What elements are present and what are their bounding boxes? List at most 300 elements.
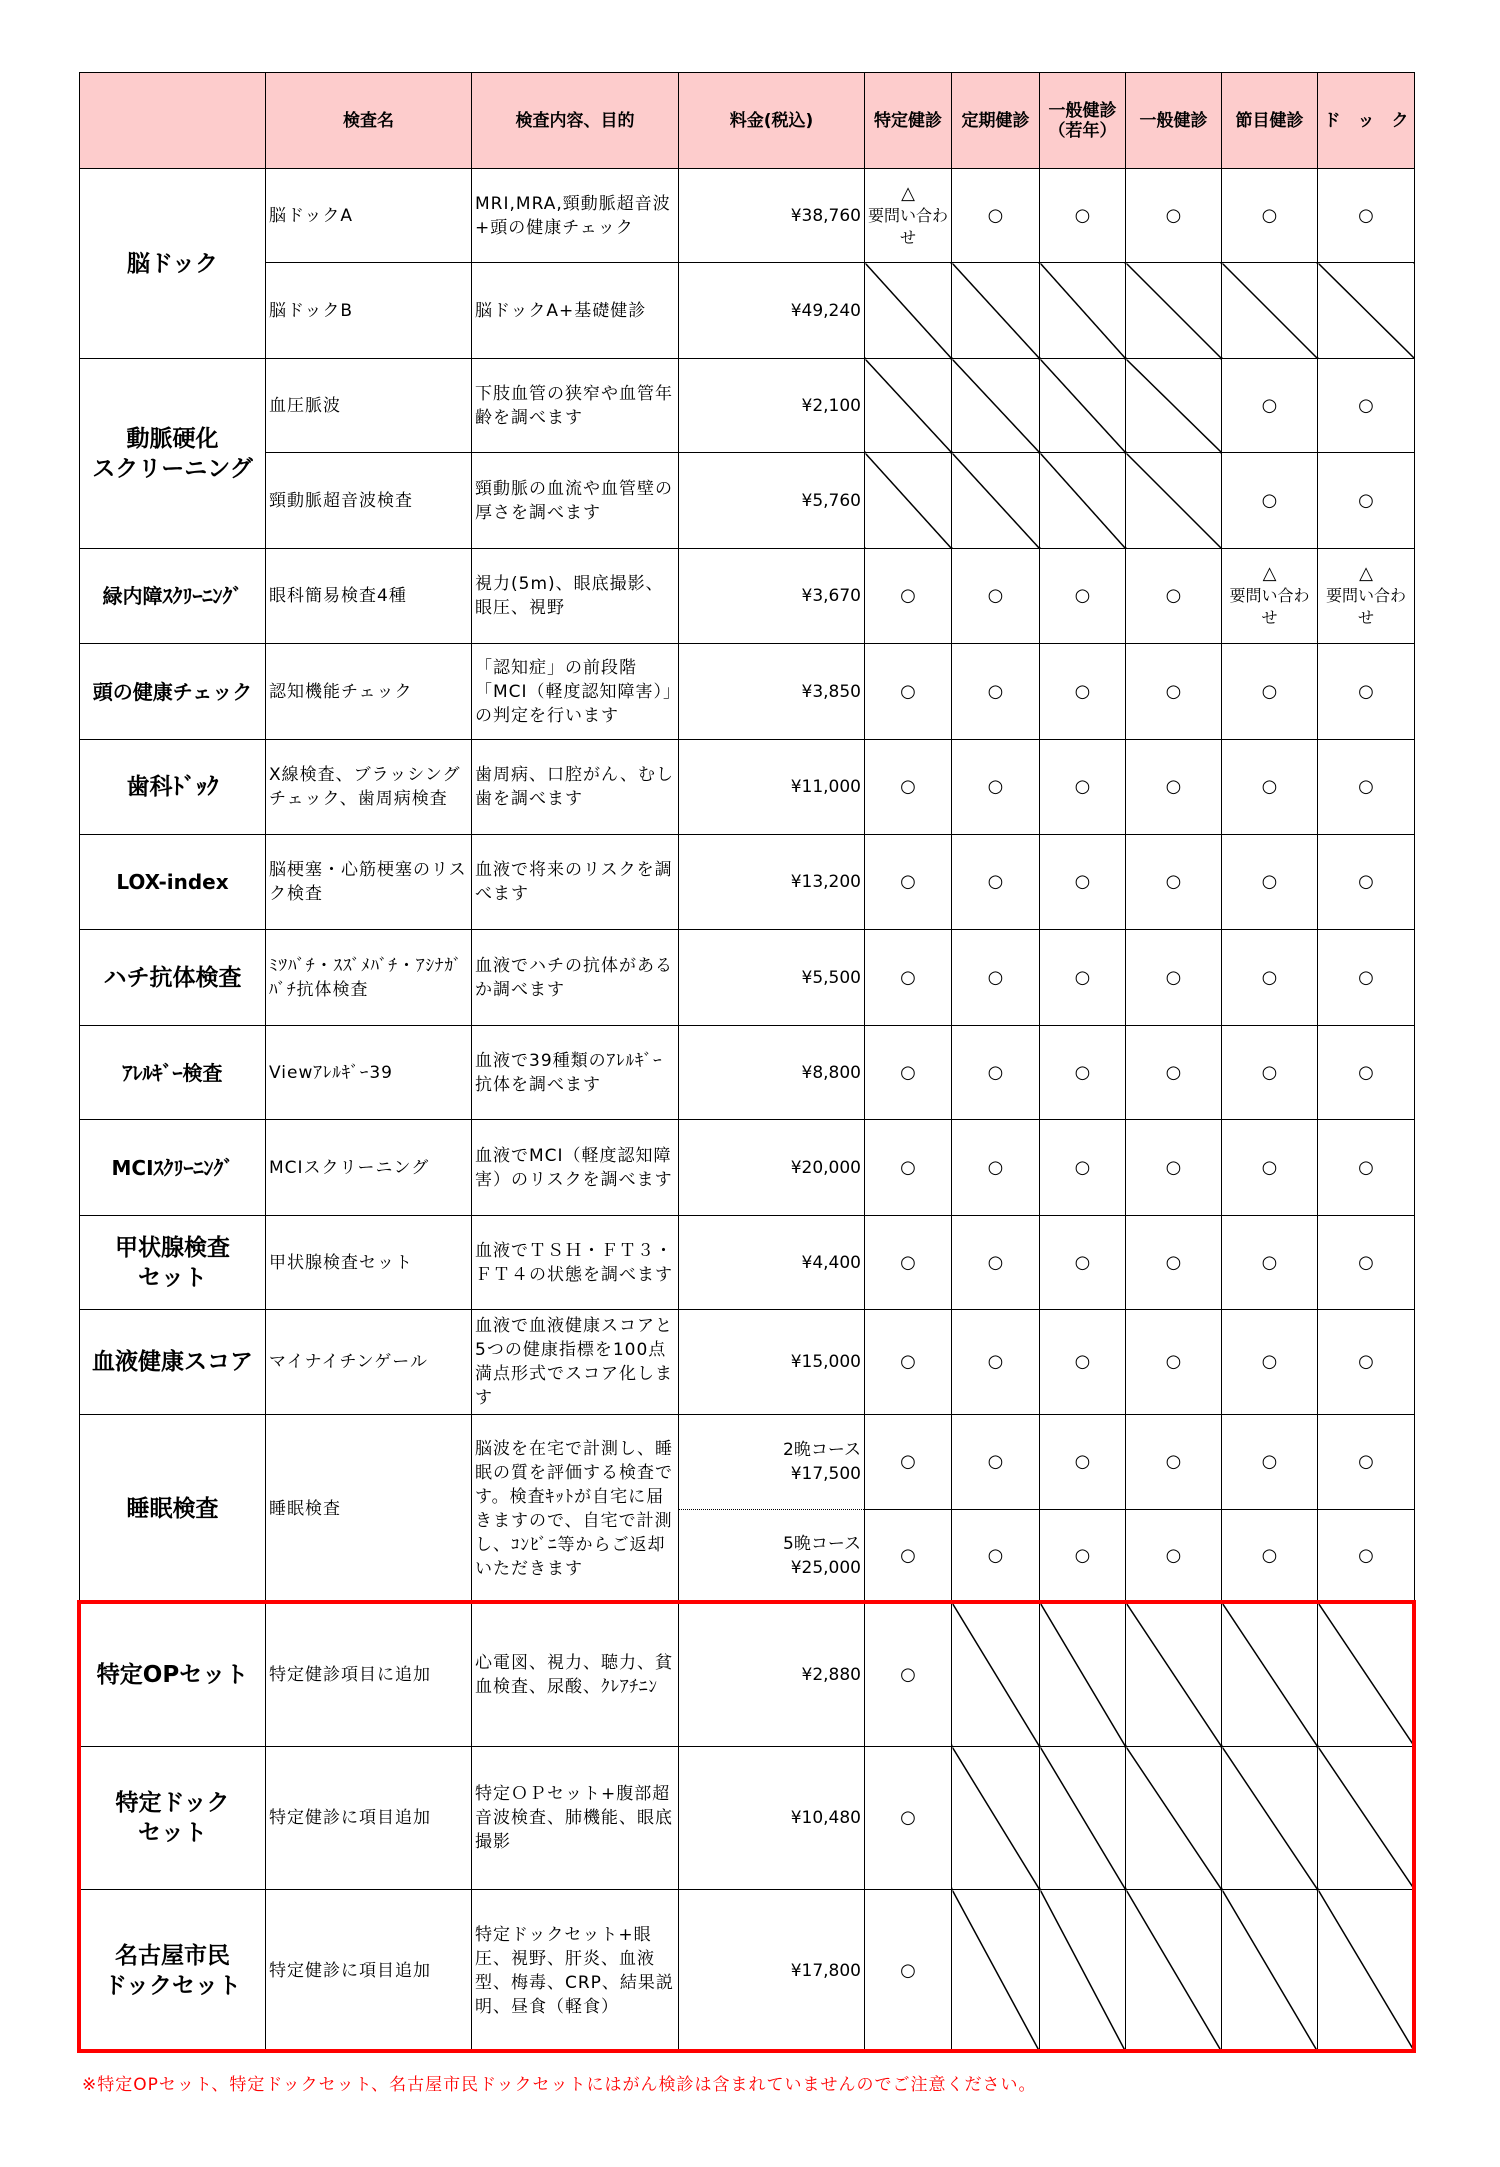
availability-cell: [1318, 1026, 1415, 1120]
not-applicable-cell: [952, 1747, 1040, 1890]
availability-cell: [865, 1216, 952, 1310]
not-applicable-cell: [1126, 1890, 1222, 2052]
availability-cell: [1222, 453, 1318, 549]
availability-cell: [952, 740, 1040, 835]
availability-cell: [1040, 1026, 1126, 1120]
course-label: 5晩コース: [783, 1534, 861, 1554]
table-row: [80, 1120, 1415, 1216]
availability-cell: [1040, 169, 1126, 263]
availability-cell: [1126, 930, 1222, 1026]
availability-cell: [1040, 549, 1126, 644]
availability-cell: [865, 930, 952, 1026]
available-mark: ○: [900, 1156, 916, 1178]
price-cell: [679, 169, 865, 263]
table-body: [80, 169, 1415, 2052]
price-value: ¥10,480: [790, 1808, 861, 1828]
exam-description-cell: 血液でハチの抗体があるか調べます: [472, 930, 679, 1026]
availability-cell: [952, 1510, 1040, 1603]
price-cell: [679, 644, 865, 740]
availability-cell: [1318, 549, 1415, 644]
availability-cell: [952, 169, 1040, 263]
available-mark: ○: [900, 1545, 916, 1566]
category-cell: 特定OPセット: [80, 1603, 266, 1747]
price-value: ¥2,100: [801, 395, 861, 416]
not-applicable-cell: [952, 263, 1040, 359]
price-cell: [679, 1415, 865, 1510]
availability-cell: [1126, 740, 1222, 835]
available-mark: ○: [987, 1251, 1004, 1273]
available-mark: ○: [1074, 966, 1091, 988]
not-applicable-cell: [1222, 1603, 1318, 1747]
availability-cell: [1318, 1216, 1415, 1310]
available-mark: ○: [1165, 1156, 1182, 1178]
available-mark: ○: [900, 1663, 916, 1685]
price-value: ¥8,800: [801, 1062, 861, 1083]
exam-name-cell: ﾐﾂﾊﾞﾁ・ｽｽﾞﾒﾊﾞﾁ・ｱｼﾅｶﾞﾊﾞﾁ抗体検査: [266, 930, 472, 1026]
available-mark: ○: [1358, 1251, 1374, 1273]
exam-description-cell: 特定ドックセット+眼圧、視野、肝炎、血液型、梅毒、CRP、結果説明、昼食（軽食）: [472, 1890, 679, 2052]
available-mark: ○: [1358, 776, 1374, 797]
availability-cell: [1126, 1026, 1222, 1120]
availability-cell: [952, 1216, 1040, 1310]
availability-cell: [1318, 453, 1415, 549]
table-row: [80, 1890, 1415, 2052]
available-mark: ○: [1358, 1061, 1374, 1083]
availability-cell: [1126, 1510, 1222, 1603]
available-mark: ○: [987, 871, 1004, 892]
category-cell: 特定ドック セット: [80, 1747, 266, 1890]
availability-cell: [1318, 835, 1415, 930]
inquiry-note: 要問い合わせ: [868, 205, 949, 247]
not-applicable-cell: [1040, 1747, 1126, 1890]
category-cell: 緑内障ｽｸﾘｰﾆﾝｸﾞ: [80, 549, 266, 644]
available-mark: ○: [1074, 776, 1091, 797]
available-mark: ○: [1261, 680, 1278, 702]
available-mark: ○: [1358, 394, 1374, 416]
available-mark: ○: [1074, 204, 1091, 226]
available-mark: ○: [1358, 966, 1374, 988]
not-applicable-cell: [952, 453, 1040, 549]
price-cell: [679, 740, 865, 835]
available-mark: ○: [1261, 394, 1278, 416]
availability-cell: [1126, 1120, 1222, 1216]
availability-cell: [865, 1510, 952, 1603]
price-cell: [679, 930, 865, 1026]
available-mark: ○: [1261, 966, 1278, 988]
available-mark: ○: [1358, 1451, 1374, 1472]
available-mark: ○: [1074, 1545, 1091, 1566]
availability-cell: [1222, 740, 1318, 835]
availability-cell: [1222, 359, 1318, 453]
category-cell: 甲状腺検査 セット: [80, 1216, 266, 1310]
availability-cell: [952, 1310, 1040, 1415]
exam-description-cell: 視力(5m)、眼底撮影、眼圧、視野: [472, 549, 679, 644]
exam-description-cell: 血液でＴＳＨ・ＦＴ３・ＦＴ４の状態を調べます: [472, 1216, 679, 1310]
category-cell: 名古屋市民 ドックセット: [80, 1890, 266, 2052]
price-value: ¥5,760: [801, 490, 861, 511]
available-mark: ○: [900, 871, 916, 892]
availability-cell: [865, 549, 952, 644]
not-applicable-cell: [865, 453, 952, 549]
price-value: ¥2,880: [801, 1664, 861, 1685]
availability-cell: [865, 740, 952, 835]
available-mark: ○: [900, 1959, 916, 1981]
exam-description-cell: 脳波を在宅で計測し、睡眠の質を評価する検査です。検査ｷｯﾄが自宅に届きますので、自宅で計測し、ｺﾝﾋﾞﾆ等からご返却いただきます: [472, 1415, 679, 1603]
category-cell: ｱﾚﾙｷﾞｰ検査: [80, 1026, 266, 1120]
inquiry-note: 要問い合わせ: [1325, 586, 1406, 627]
available-mark: ○: [1165, 1251, 1182, 1273]
availability-cell: [865, 1747, 952, 1890]
price-value: ¥20,000: [790, 1157, 861, 1178]
available-mark: ○: [1074, 1251, 1091, 1273]
price-cell: [679, 1310, 865, 1415]
available-mark: ○: [1074, 1061, 1091, 1083]
availability-cell: [952, 1120, 1040, 1216]
price-cell: [679, 453, 865, 549]
exam-description-cell: 下肢血管の狭窄や血管年齢を調べます: [472, 359, 679, 453]
table-row: [80, 1216, 1415, 1310]
price-table-container: [79, 72, 1414, 2052]
exam-price-table: [79, 72, 1415, 2052]
exam-name-cell: 特定健診項目に追加: [266, 1603, 472, 1747]
price-cell: [679, 549, 865, 644]
available-mark: ○: [987, 1451, 1004, 1472]
exam-name-cell: 脳梗塞・心筋梗塞のリスク検査: [266, 835, 472, 930]
available-mark: ○: [900, 1061, 916, 1083]
available-mark: ○: [1261, 1156, 1278, 1178]
available-mark: ○: [900, 1451, 916, 1472]
exam-name-cell: 睡眠検査: [266, 1415, 472, 1603]
price-cell: [679, 1890, 865, 2052]
availability-cell: [952, 835, 1040, 930]
exam-name-cell: 頸動脈超音波検査: [266, 453, 472, 549]
availability-cell: [952, 644, 1040, 740]
availability-cell: [865, 1415, 952, 1510]
exam-name-cell: 血圧脈波: [266, 359, 472, 453]
availability-cell: [865, 835, 952, 930]
availability-cell: [1126, 1310, 1222, 1415]
header-teiki: 定期健診: [952, 73, 1040, 169]
available-mark: ○: [1074, 1451, 1091, 1472]
availability-cell: [865, 1120, 952, 1216]
availability-cell: [1126, 1216, 1222, 1310]
available-mark: ○: [987, 680, 1004, 702]
availability-cell: [1040, 835, 1126, 930]
exam-description-cell: 歯周病、口腔がん、むし歯を調べます: [472, 740, 679, 835]
availability-cell: [1318, 169, 1415, 263]
availability-cell: [1222, 169, 1318, 263]
price-value: ¥15,000: [790, 1352, 861, 1372]
header-blank: [80, 73, 266, 169]
category-cell: 血液健康スコア: [80, 1310, 266, 1415]
available-mark: ○: [987, 1545, 1004, 1566]
available-mark: ○: [1074, 585, 1091, 606]
exam-name-cell: マイナイチンゲール: [266, 1310, 472, 1415]
price-cell: [679, 263, 865, 359]
category-cell: ハチ抗体検査: [80, 930, 266, 1026]
header-exam-name: 検査名: [266, 73, 472, 169]
exam-name-cell: MCIスクリーニング: [266, 1120, 472, 1216]
available-mark: ○: [1358, 680, 1374, 702]
availability-cell: [1126, 644, 1222, 740]
available-mark: ○: [900, 1251, 916, 1273]
header-dock: ド ッ ク: [1318, 73, 1415, 169]
not-applicable-cell: [1040, 453, 1126, 549]
header-price: 料金(税込): [679, 73, 865, 169]
available-mark: ○: [1261, 204, 1278, 226]
footnote: ※特定OPセット、特定ドックセット、名古屋市民ドックセットにはがん検診は含まれていませんのでご注意ください。: [82, 2075, 1037, 2095]
not-applicable-cell: [1126, 263, 1222, 359]
available-mark: ○: [1261, 1061, 1278, 1083]
table-row: [80, 644, 1415, 740]
available-mark: ○: [1261, 1351, 1278, 1372]
availability-cell: [1040, 1415, 1126, 1510]
availability-cell: [1318, 359, 1415, 453]
availability-cell: [1318, 1120, 1415, 1216]
availability-cell: [1222, 930, 1318, 1026]
price-cell: [679, 1510, 865, 1603]
availability-cell: [1222, 1510, 1318, 1603]
price-value: ¥3,850: [801, 681, 861, 702]
not-applicable-cell: [1126, 359, 1222, 453]
available-mark: ○: [1165, 776, 1182, 797]
category-cell: LOX-index: [80, 835, 266, 930]
available-mark: ○: [1165, 1545, 1182, 1566]
not-applicable-cell: [1222, 1747, 1318, 1890]
not-applicable-cell: [1040, 359, 1126, 453]
category-cell: 脳ドック: [80, 169, 266, 359]
available-mark: ○: [1358, 1156, 1374, 1178]
table-row: [80, 1603, 1415, 1747]
table-row: [80, 1415, 1415, 1510]
availability-cell: [1040, 644, 1126, 740]
table-row: [80, 1310, 1415, 1415]
not-applicable-cell: [1040, 263, 1126, 359]
exam-description-cell: 血液で39種類のｱﾚﾙｷﾞｰ抗体を調べます: [472, 1026, 679, 1120]
not-applicable-cell: [1040, 1890, 1126, 2052]
availability-cell: [1222, 644, 1318, 740]
table-row: [80, 930, 1415, 1026]
available-mark: ○: [1165, 1061, 1182, 1083]
available-mark: ○: [1261, 1545, 1278, 1566]
header-fushime: 節目健診: [1222, 73, 1318, 169]
available-mark: ○: [1165, 680, 1182, 702]
availability-cell: [1126, 169, 1222, 263]
available-mark: ○: [900, 1807, 916, 1828]
exam-description-cell: 脳ドックA+基礎健診: [472, 263, 679, 359]
availability-cell: [1126, 1415, 1222, 1510]
available-mark: ○: [1074, 1351, 1091, 1372]
not-applicable-cell: [1222, 263, 1318, 359]
availability-cell: [1126, 835, 1222, 930]
availability-cell: [1040, 1510, 1126, 1603]
table-row: [80, 740, 1415, 835]
exam-name-cell: 甲状腺検査セット: [266, 1216, 472, 1310]
table-row: [80, 359, 1415, 453]
availability-cell: [865, 1026, 952, 1120]
availability-cell: [1040, 1120, 1126, 1216]
header-ippan-young: 一般健診 （若年）: [1040, 73, 1126, 169]
price-cell: [679, 835, 865, 930]
not-applicable-cell: [865, 359, 952, 453]
available-mark: ○: [987, 1156, 1004, 1178]
available-mark: ○: [1261, 1451, 1278, 1472]
not-applicable-cell: [1040, 1603, 1126, 1747]
availability-cell: [1318, 930, 1415, 1026]
header-exam-content: 検査内容、目的: [472, 73, 679, 169]
available-mark: ○: [1165, 1451, 1182, 1472]
available-mark: ○: [1074, 871, 1091, 892]
availability-cell: [952, 1026, 1040, 1120]
availability-cell: [1318, 740, 1415, 835]
not-applicable-cell: [952, 1890, 1040, 2052]
available-mark: ○: [1165, 1351, 1182, 1372]
not-applicable-cell: [1318, 1747, 1415, 1890]
table-row: [80, 453, 1415, 549]
available-mark: ○: [1358, 871, 1374, 892]
availability-cell: [1222, 835, 1318, 930]
exam-description-cell: 「認知症」の前段階「MCI（軽度認知障害）」の判定を行います: [472, 644, 679, 740]
available-mark: ○: [1261, 776, 1278, 797]
category-cell: 頭の健康チェック: [80, 644, 266, 740]
availability-cell: [952, 549, 1040, 644]
availability-cell: [1126, 549, 1222, 644]
price-value: ¥38,760: [790, 205, 861, 226]
not-applicable-cell: [865, 263, 952, 359]
category-cell: 歯科ﾄﾞｯｸ: [80, 740, 266, 835]
availability-cell: [1318, 1415, 1415, 1510]
category-cell: MCIｽｸﾘｰﾆﾝｸﾞ: [80, 1120, 266, 1216]
header-tokutei: 特定健診: [865, 73, 952, 169]
available-mark: ○: [1165, 585, 1182, 606]
not-applicable-cell: [952, 1603, 1040, 1747]
not-applicable-cell: [1126, 1603, 1222, 1747]
exam-name-cell: 脳ドックA: [266, 169, 472, 263]
exam-description-cell: MRI,MRA,頸動脈超音波+頭の健康チェック: [472, 169, 679, 263]
price-cell: [679, 1747, 865, 1890]
available-mark: ○: [1358, 204, 1374, 226]
availability-cell: [1318, 1510, 1415, 1603]
available-mark: ○: [1165, 966, 1182, 988]
availability-cell: [1040, 1216, 1126, 1310]
available-mark: ○: [1165, 204, 1182, 226]
availability-cell: [1222, 1310, 1318, 1415]
not-applicable-cell: [1126, 453, 1222, 549]
availability-cell: [865, 644, 952, 740]
availability-cell: [1222, 1026, 1318, 1120]
availability-cell: [952, 930, 1040, 1026]
available-mark: ○: [900, 680, 916, 702]
category-cell: 睡眠検査: [80, 1415, 266, 1603]
price-value: ¥13,200: [790, 872, 861, 892]
price-value: ¥3,670: [801, 586, 861, 606]
price-value: ¥49,240: [790, 300, 861, 321]
exam-description-cell: 血液で血液健康スコアと5つの健康指標を100点満点形式でスコア化します: [472, 1310, 679, 1415]
price-value: ¥17,500: [790, 1464, 861, 1484]
available-mark: ○: [1358, 489, 1374, 511]
availability-cell: [1222, 549, 1318, 644]
availability-cell: [1040, 930, 1126, 1026]
available-mark: ○: [987, 585, 1004, 606]
price-cell: [679, 1120, 865, 1216]
available-mark: ○: [987, 204, 1004, 226]
inquiry-note: 要問い合わせ: [1229, 586, 1310, 627]
available-mark: ○: [1358, 1351, 1374, 1372]
inquiry-mark: △: [1262, 563, 1277, 584]
price-cell: [679, 1026, 865, 1120]
header-ippan: 一般健診: [1126, 73, 1222, 169]
price-value: ¥4,400: [801, 1252, 861, 1273]
not-applicable-cell: [952, 359, 1040, 453]
available-mark: ○: [1074, 1156, 1091, 1178]
available-mark: ○: [1261, 489, 1278, 511]
available-mark: ○: [1358, 1545, 1374, 1566]
availability-cell: [1318, 644, 1415, 740]
availability-cell: [1040, 1310, 1126, 1415]
exam-name-cell: 眼科簡易検査4種: [266, 549, 472, 644]
availability-cell: [1040, 740, 1126, 835]
table-row: [80, 549, 1415, 644]
table-header-row: [80, 73, 1415, 169]
exam-description-cell: 頸動脈の血流や血管壁の厚さを調べます: [472, 453, 679, 549]
available-mark: ○: [900, 1351, 916, 1372]
exam-name-cell: 脳ドックB: [266, 263, 472, 359]
price-value: ¥17,800: [790, 1960, 861, 1981]
price-cell: [679, 359, 865, 453]
available-mark: ○: [1261, 1251, 1278, 1273]
table-row: [80, 1747, 1415, 1890]
exam-name-cell: X線検査、ブラッシングチェック、歯周病検査: [266, 740, 472, 835]
price-value: ¥25,000: [790, 1558, 861, 1578]
exam-description-cell: 心電図、視力、聴力、貧血検査、尿酸、ｸﾚｱﾁﾆﾝ: [472, 1603, 679, 1747]
availability-cell: [865, 1890, 952, 2052]
table-row: [80, 263, 1415, 359]
available-mark: ○: [1074, 680, 1091, 702]
available-mark: ○: [987, 1351, 1004, 1372]
availability-cell: [865, 169, 952, 263]
not-applicable-cell: [1126, 1747, 1222, 1890]
inquiry-mark: △: [1359, 563, 1373, 584]
available-mark: ○: [987, 1061, 1004, 1083]
exam-description-cell: 血液で将来のリスクを調べます: [472, 835, 679, 930]
available-mark: ○: [1261, 871, 1278, 892]
availability-cell: [1222, 1120, 1318, 1216]
exam-name-cell: 特定健診に項目追加: [266, 1747, 472, 1890]
availability-cell: [952, 1415, 1040, 1510]
price-value: ¥11,000: [790, 777, 861, 797]
price-cell: [679, 1216, 865, 1310]
availability-cell: [865, 1603, 952, 1747]
available-mark: ○: [900, 585, 916, 606]
availability-cell: [1318, 1310, 1415, 1415]
exam-name-cell: 特定健診に項目追加: [266, 1890, 472, 2052]
exam-name-cell: Viewｱﾚﾙｷﾞｰ39: [266, 1026, 472, 1120]
exam-description-cell: 特定ＯＰセット+腹部超音波検査、肺機能、眼底撮影: [472, 1747, 679, 1890]
exam-description-cell: 血液でMCI（軽度認知障害）のリスクを調べます: [472, 1120, 679, 1216]
table-row: [80, 1026, 1415, 1120]
availability-cell: [1222, 1415, 1318, 1510]
category-cell: 動脈硬化 スクリーニング: [80, 359, 266, 549]
not-applicable-cell: [1318, 1890, 1415, 2052]
not-applicable-cell: [1222, 1890, 1318, 2052]
exam-name-cell: 認知機能チェック: [266, 644, 472, 740]
available-mark: ○: [900, 776, 916, 797]
course-label: 2晩コース: [783, 1440, 861, 1460]
price-value: ¥5,500: [801, 967, 861, 988]
inquiry-mark: △: [901, 182, 915, 204]
not-applicable-cell: [1318, 1603, 1415, 1747]
table-row: [80, 835, 1415, 930]
